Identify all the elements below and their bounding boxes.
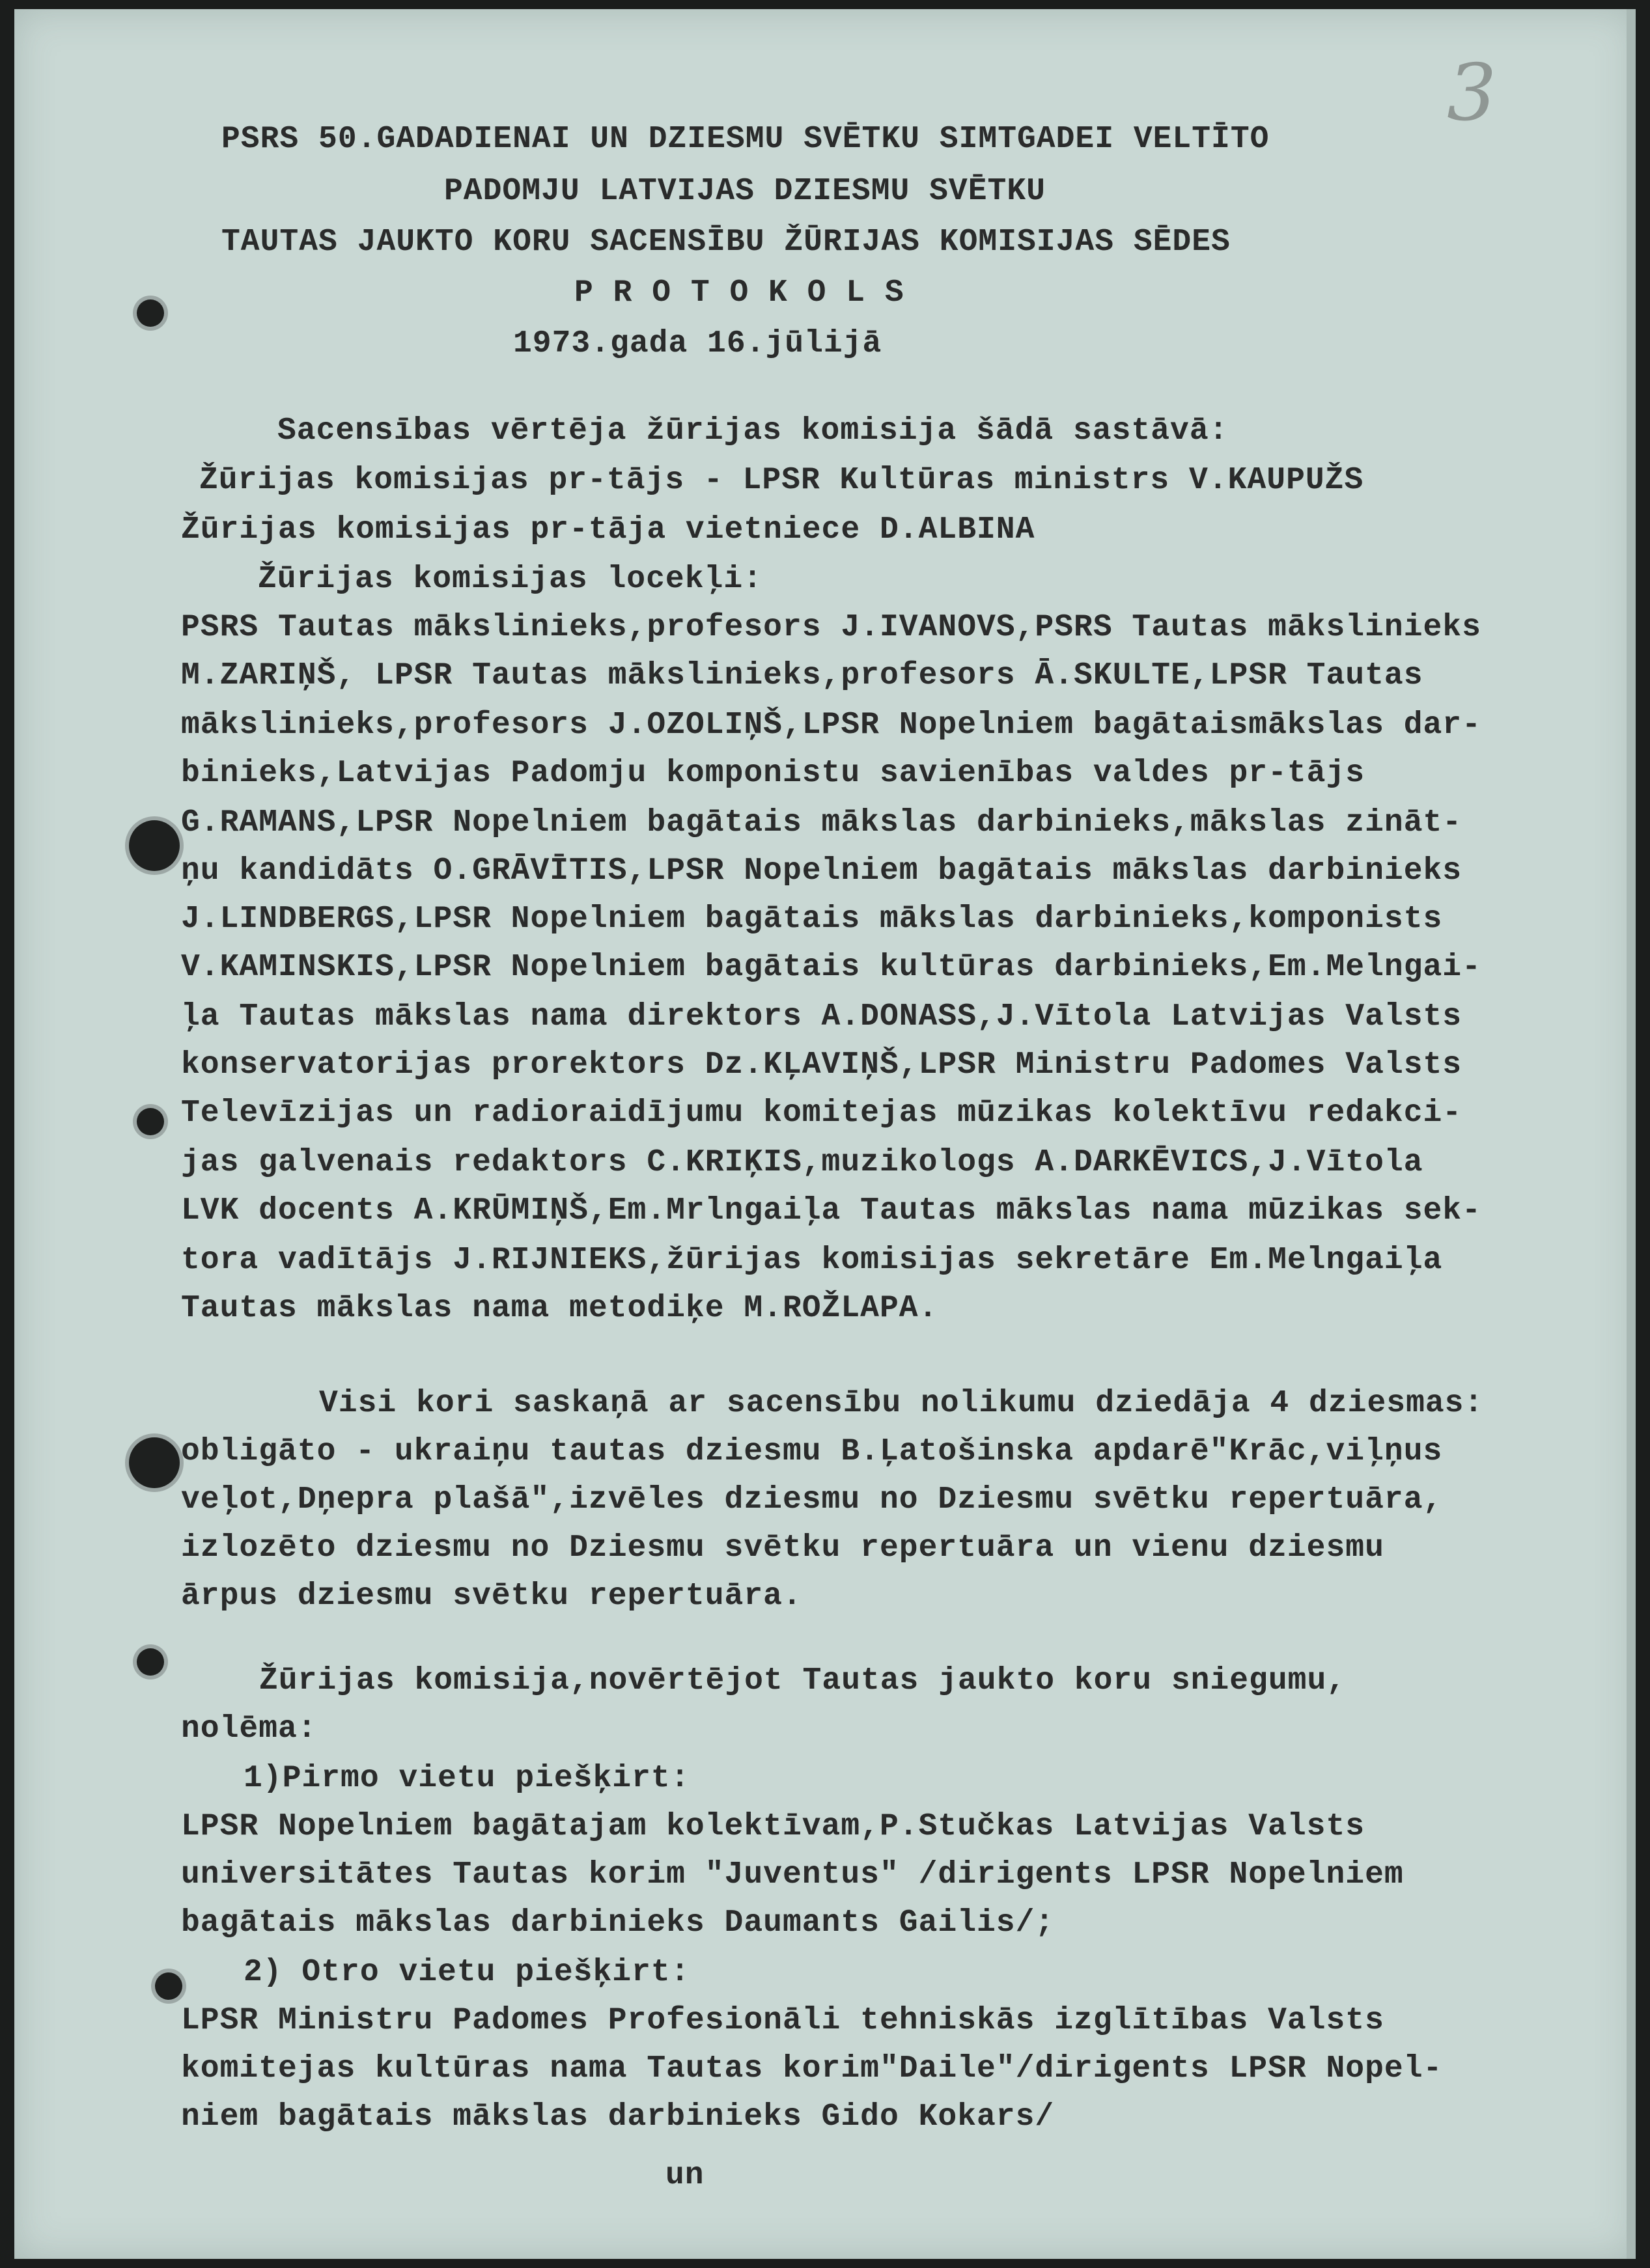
punch-hole: [129, 820, 180, 871]
heading-line-3: TAUTAS JAUKTO KORU SACENSĪBU ŽŪRIJAS KOMISIJAS SĒDES: [221, 225, 1231, 260]
heading-line-1: PSRS 50.GADADIENAI UN DZIESMU SVĒTKU SIMTGADEI VELTĪTO: [221, 122, 1270, 157]
document-page: [14, 9, 1636, 2259]
body-line: Žūrijas komisijas locekļi:: [258, 562, 762, 597]
body-line: M.ZARIŅŠ, LPSR Tautas mākslinieks,profesors Ā.SKULTE,LPSR Tautas: [181, 658, 1423, 693]
body-line: ņu kandidāts O.GRĀVĪTIS,LPSR Nopelniem bagātais mākslas darbinieks: [181, 853, 1462, 889]
body-line: komitejas kultūras nama Tautas korim"Daile"/dirigents LPSR Nopel-: [181, 2051, 1443, 2086]
body-line: obligāto - ukraiņu tautas dziesmu B.Ļatošinska apdarē"Krāc,viļņus: [181, 1434, 1443, 1469]
body-line: jas galvenais redaktors C.KRIĶIS,muzikologs A.DARKĒVICS,J.Vītola: [181, 1145, 1423, 1180]
body-line: nolēma:: [181, 1711, 317, 1747]
punch-hole: [137, 299, 164, 327]
body-line: Visi kori saskaņā ar sacensību nolikumu dziedāja 4 dziesmas:: [319, 1386, 1484, 1421]
body-line: Žūrijas komisijas pr-tāja vietniece D.ALBINA: [181, 512, 1035, 547]
body-line: V.KAMINSKIS,LPSR Nopelniem bagātais kultūras darbinieks,Em.Melngai-: [181, 950, 1481, 985]
body-line: tora vadītājs J.RIJNIEKS,žūrijas komisijas sekretāre Em.Melngaiļa: [181, 1243, 1443, 1278]
heading-line-2: PADOMJU LATVIJAS DZIESMU SVĒTKU: [444, 174, 1046, 209]
body-line: un: [665, 2158, 705, 2193]
body-line: 1)Pirmo vietu piešķirt:: [244, 1761, 690, 1796]
body-line: bagātais mākslas darbinieks Daumants Gailis/;: [181, 1905, 1055, 1941]
body-line: Tautas mākslas nama metodiķe M.ROŽLAPA.: [181, 1291, 938, 1326]
body-line: J.LINDBERGS,LPSR Nopelniem bagātais mākslas darbinieks,komponists: [181, 902, 1443, 937]
document-title: P R O T O K O L S: [574, 275, 904, 311]
body-line: PSRS Tautas mākslinieks,profesors J.IVANOVS,PSRS Tautas mākslinieks: [181, 610, 1481, 645]
body-line: Žūrijas komisija,novērtējot Tautas jaukto koru sniegumu,: [259, 1663, 1347, 1698]
body-line: mākslinieks,profesors J.OZOLIŅŠ,LPSR Nopelniem bagātaismākslas dar-: [181, 708, 1481, 743]
body-line: ārpus dziesmu svētku repertuāra.: [181, 1579, 802, 1614]
body-line: Sacensības vērtēja žūrijas komisija šādā sastāvā:: [277, 413, 1229, 449]
body-line: LVK docents A.KRŪMIŅŠ,Em.Mrlngaiļa Tautas mākslas nama mūzikas sek-: [181, 1193, 1481, 1228]
body-line: G.RAMANS,LPSR Nopelniem bagātais mākslas darbinieks,mākslas zināt-: [181, 805, 1462, 840]
body-line: niem bagātais mākslas darbinieks Gido Kokars/: [181, 2099, 1055, 2135]
body-line: Televīzijas un radioraidījumu komitejas mūzikas kolektīvu redakci-: [181, 1096, 1462, 1131]
punch-hole: [137, 1648, 164, 1676]
body-line: veļot,Dņepra plašā",izvēles dziesmu no Dziesmu svētku repertuāra,: [181, 1482, 1443, 1517]
body-line: ļa Tautas mākslas nama direktors A.DONASS,J.Vītola Latvijas Valsts: [181, 999, 1462, 1034]
page-number: 3: [1447, 48, 1497, 139]
body-line: LPSR Nopelniem bagātajam kolektīvam,P.Stučkas Latvijas Valsts: [181, 1809, 1365, 1844]
body-line: 2) Otro vietu piešķirt:: [244, 1955, 690, 1990]
punch-hole: [155, 1972, 182, 2000]
body-line: binieks,Latvijas Padomju komponistu savienības valdes pr-tājs: [181, 756, 1365, 791]
body-line: universitātes Tautas korim "Juventus" /dirigents LPSR Nopelniem: [181, 1857, 1404, 1892]
body-line: Žūrijas komisijas pr-tājs - LPSR Kultūras ministrs V.KAUPUŽS: [199, 463, 1364, 498]
body-line: konservatorijas prorektors Dz.KĻAVIŅŠ,LPSR Ministru Padomes Valsts: [181, 1047, 1462, 1083]
punch-hole: [137, 1108, 164, 1135]
body-line: LPSR Ministru Padomes Profesionāli tehniskās izglītības Valsts: [181, 2003, 1384, 2038]
body-line: izlozēto dziesmu no Dziesmu svētku repertuāra un vienu dziesmu: [181, 1530, 1384, 1566]
punch-hole: [129, 1437, 180, 1488]
document-date: 1973.gada 16.jūlijā: [513, 326, 882, 361]
